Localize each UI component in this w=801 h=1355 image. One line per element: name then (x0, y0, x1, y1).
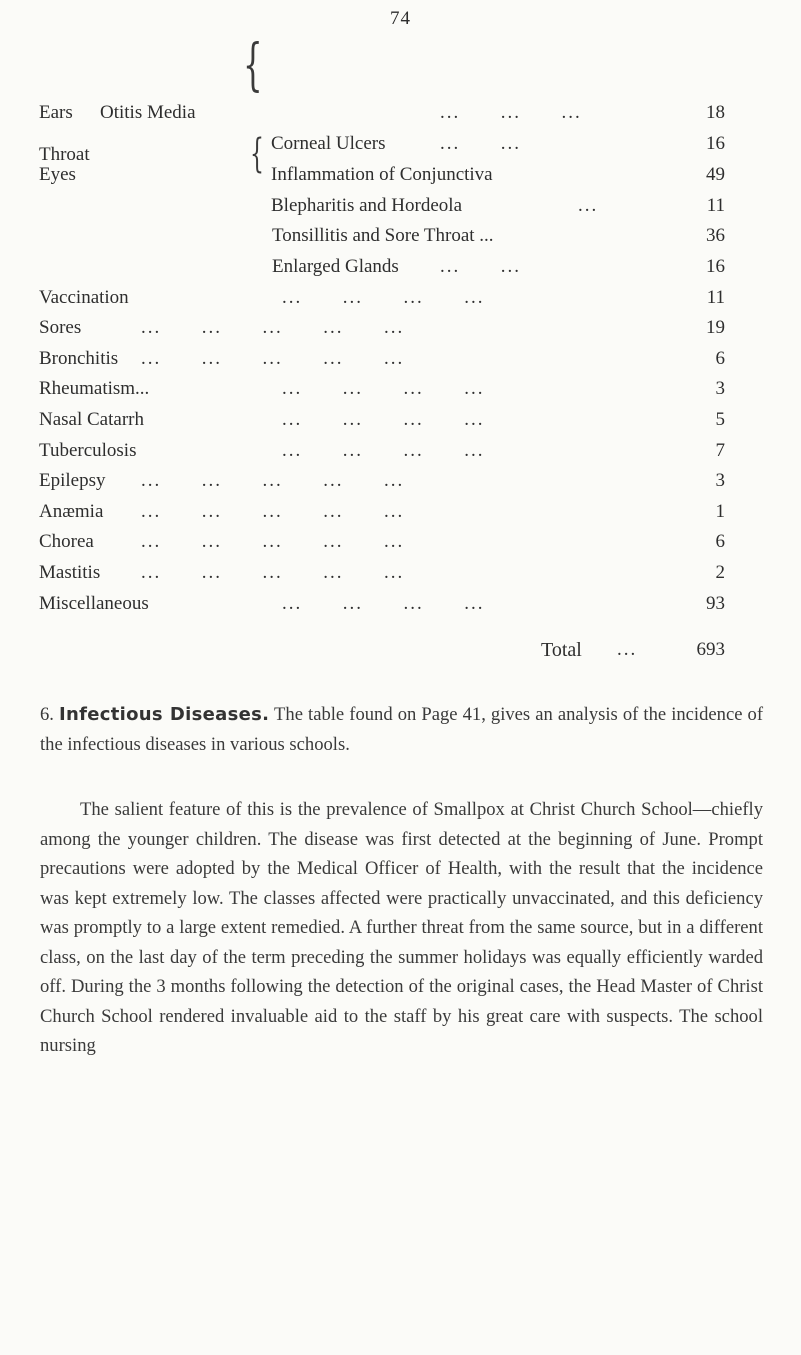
case-count: 18 (706, 102, 725, 123)
case-count: 3 (715, 378, 725, 399)
case-count: 49 (706, 164, 725, 185)
table-row (0, 591, 801, 617)
group-label: Ears (39, 102, 73, 123)
table-row (0, 315, 801, 341)
case-count: 93 (706, 593, 725, 614)
disease-label: Anæmia (39, 501, 104, 522)
table-row (0, 254, 801, 280)
leader-dots: ... ... (440, 256, 521, 277)
table-row (0, 468, 801, 494)
disease-label: Corneal Ulcers (271, 133, 386, 154)
leader-dots: ... ... ... (440, 102, 582, 123)
disease-label: Miscellaneous (39, 593, 149, 614)
disease-label: Inflammation of Conjunctiva (271, 164, 493, 185)
case-count: 16 (706, 133, 725, 154)
section-intro (40, 700, 763, 759)
disease-label: Tuberculosis (39, 440, 137, 461)
leader-dots: ... ... ... ... ... (141, 562, 405, 583)
case-count: 2 (715, 562, 725, 583)
group-label: Eyes (39, 164, 76, 185)
disease-label: Tonsillitis and Sore Throat ... (272, 225, 494, 246)
leader-dots: ... ... ... ... ... (141, 470, 405, 491)
table-row (0, 438, 801, 464)
disease-label: Blepharitis and Hordeola (271, 195, 463, 216)
disease-label: Vaccination (39, 287, 129, 308)
disease-label: Chorea (39, 531, 94, 552)
disease-label: Otitis Media (100, 102, 196, 123)
case-count: 5 (715, 409, 725, 430)
leader-dots: ... ... ... ... ... (141, 531, 405, 552)
disease-label: Mastitis (39, 562, 101, 583)
leader-dots: ... ... ... ... (282, 440, 485, 461)
total-row (0, 636, 801, 664)
leader-dots: ... ... ... ... (282, 593, 485, 614)
table-row (0, 560, 801, 586)
case-count: 11 (706, 195, 725, 216)
section-number: 6. (40, 704, 54, 725)
total-dots: ... (617, 639, 638, 660)
leader-dots: ... (578, 195, 599, 216)
table-row (0, 499, 801, 525)
leader-dots: ... ... ... ... ... (141, 317, 405, 338)
leader-dots: ... ... ... ... (282, 287, 485, 308)
disease-label: Enlarged Glands (272, 256, 399, 277)
case-count: 16 (706, 256, 725, 277)
case-count: 19 (706, 317, 725, 338)
table-row (0, 100, 801, 126)
leader-dots: ... ... ... ... (282, 378, 485, 399)
brace-eyes: { (243, 33, 263, 98)
disease-label: Epilepsy (39, 470, 106, 491)
case-count: 6 (715, 348, 725, 369)
table-row (0, 223, 801, 249)
disease-label: Nasal Catarrh (39, 409, 144, 430)
page-number: 74 (390, 8, 411, 29)
section-intro-text: The table found on Page 41, gives an analysis of the incidence of the infectious diseases in various schools. (40, 704, 764, 755)
table-row (0, 193, 801, 219)
section-heading: Infectious Diseases. (59, 704, 270, 725)
table-row (0, 407, 801, 433)
section-body: The salient feature of this is the prevalence of Smallpox at Christ Church School—chiefly among the younger children. The disease was first detected at the beginning of June. Prompt precautions were adopted by the Medical Officer of Health, with the result that the incidence was kept extremely low. The classes affected were practically unvaccinated, and this deficiency was promptly to a large extent remedied. A further threat from the same source, but in a different class, on the last day of the term preceding the summer holidays was equally efficiently warded off. During the 3 months following the detection of the original cases, the Head Master of Christ Church School rendered invaluable aid to the staff by his great care with suspects. The school nursing (40, 799, 763, 1056)
disease-label: Bronchitis (39, 348, 119, 369)
disease-label: Sores (39, 317, 82, 338)
leader-dots: ... ... ... ... ... (141, 348, 405, 369)
total-label: Total (541, 639, 582, 661)
leader-dots: ... ... ... ... ... (141, 501, 405, 522)
throat-group-label: Throat (39, 144, 90, 165)
leader-dots: ... ... (440, 133, 521, 154)
case-count: 1 (715, 501, 725, 522)
case-count: 6 (715, 531, 725, 552)
leader-dots: ... ... ... ... (282, 409, 485, 430)
table-row (0, 376, 801, 402)
disease-label: Rheumatism... (39, 378, 150, 399)
case-count: 36 (706, 225, 725, 246)
case-count: 3 (715, 470, 725, 491)
table-row (0, 285, 801, 311)
brace-throat: { (250, 131, 264, 177)
case-count: 11 (706, 287, 725, 308)
total-value: 693 (696, 639, 725, 660)
table-row (0, 529, 801, 555)
table-row (0, 346, 801, 372)
case-count: 7 (715, 440, 725, 461)
